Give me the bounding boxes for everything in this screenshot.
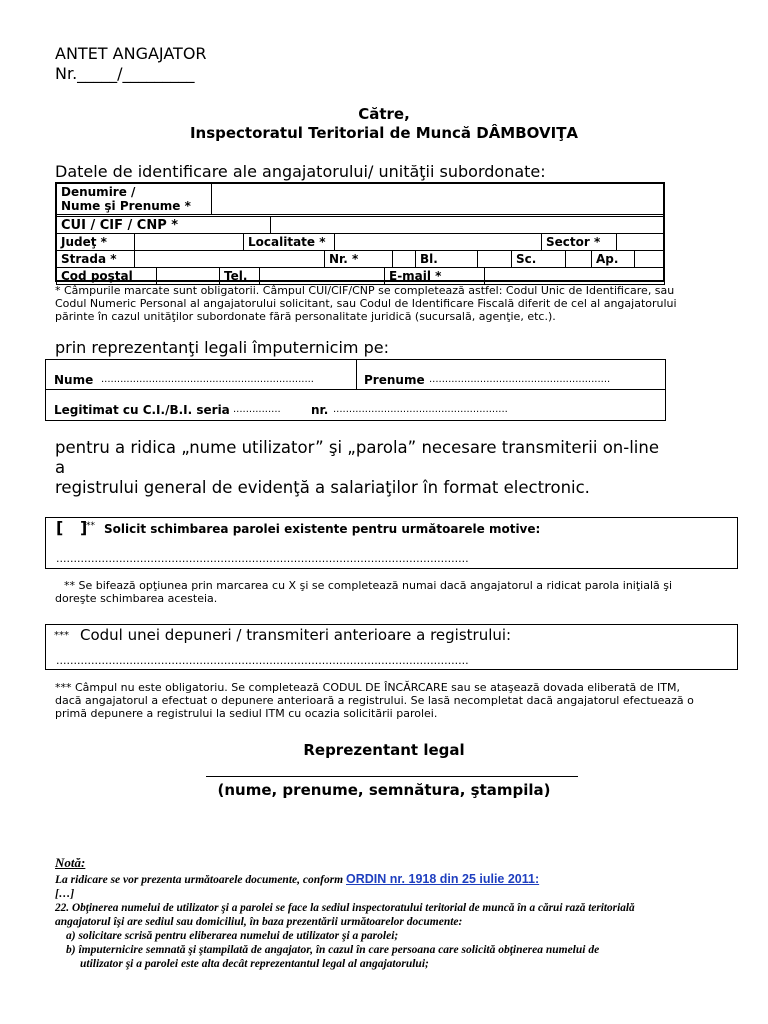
tel-field[interactable] (260, 268, 385, 285)
recipient-institution: Inspectoratul Teritorial de Muncă DÂMBOVIŢA (189, 124, 579, 142)
password-change-box (45, 517, 738, 569)
sector-field[interactable] (617, 234, 665, 251)
strada-label: Strada * (57, 251, 135, 268)
name-label-line1: Denumire / (61, 185, 136, 199)
sector-label: Sector * (542, 234, 617, 251)
prior-submission-dots[interactable]: ...................................................................................................................... (56, 654, 469, 667)
prior-submission-marker: *** (54, 630, 69, 641)
bl-field[interactable] (478, 251, 512, 268)
ap-label: Ap. (592, 251, 635, 268)
nota-p22-line-2: angajatorul îşi are sediul sau domiciliul, în baza prezentării următoarelor documente: (55, 916, 463, 928)
strada-field[interactable] (135, 251, 325, 268)
cod-postal-label: Cod poştal (57, 268, 157, 285)
employer-section-title: Datele de identificare ale angajatorului/ unităţii subordonate: (55, 162, 546, 181)
nota-intro-line (55, 873, 539, 887)
nota-p22-line-1: 22. Obţinerea numelui de utilizator şi a parolei se face la sediul inspectoratului teritorial de muncă în a cărui rază teritorială (55, 902, 635, 914)
representative-divider (356, 360, 357, 389)
ap-field[interactable] (635, 251, 665, 268)
legitimat-label: Legitimat cu C.I./B.I. seria (54, 403, 230, 417)
id-nr-dots[interactable]: ....................................................... (333, 404, 508, 415)
prior-submission-label: Codul unei depuneri / transmiteri anterioare a registrului: (80, 626, 512, 644)
sc-field[interactable] (566, 251, 592, 268)
prenume-label: Prenume (364, 373, 425, 387)
recipient-to: Către, (358, 105, 410, 123)
ordin-link[interactable]: ORDIN nr. 1918 din 25 iulie 2011: (346, 872, 540, 886)
bl-label: Bl. (416, 251, 478, 268)
employer-footnote-3: părinte în cazul unităţilor subordonate fără personalitate juridică (sucursală, agenţie, etc.). (55, 310, 556, 323)
password-change-checkbox[interactable]: [ ] (56, 518, 88, 537)
sc-label: Sc. (512, 251, 566, 268)
cui-field[interactable] (271, 217, 665, 234)
purpose-line-1: pentru a ridica „nume utilizator” şi „parola” necesare transmiterii on-line (55, 438, 659, 457)
localitate-label: Localitate * (244, 234, 335, 251)
prior-submission-box (45, 624, 738, 670)
tel-label: Tel. (220, 268, 260, 285)
nota-title: Notă: (55, 855, 86, 870)
prenume-dots[interactable]: ......................................................... (429, 374, 611, 385)
cui-label: CUI / CIF / CNP * (57, 217, 271, 234)
id-nr-label: nr. (311, 403, 329, 417)
registration-number[interactable]: Nr._____/_________ (55, 64, 195, 83)
password-change-note-1: ** Se bifează opţiunea prin marcarea cu X şi se completează numai dacă angajatorul a ridicat parola iniţială şi (64, 579, 673, 592)
cod-postal-field[interactable] (157, 268, 220, 285)
localitate-field[interactable] (335, 234, 542, 251)
name-field[interactable] (212, 184, 665, 215)
purpose-line-2: a (55, 458, 66, 477)
nr-field[interactable] (393, 251, 416, 268)
representative-section-title: prin reprezentanţi legali împuternicim pe: (55, 338, 389, 357)
representative-box (45, 359, 666, 421)
nume-label: Nume (54, 373, 94, 387)
employer-footnote-1: * Câmpurile marcate sunt obligatorii. Câmpul CUI/CIF/CNP se completează astfel: Codul Unic de Identificare, sau (55, 284, 675, 297)
representative-row-divider (46, 389, 665, 390)
nota-ellipsis: […] (55, 888, 75, 900)
judet-field[interactable] (135, 234, 244, 251)
nume-dots[interactable]: ................................................................... (101, 374, 314, 385)
employer-footnote-2: Codul Numeric Personal al angajatorului solicitant, sau Codul de Identificare Fiscală diferit de cel al angajatorului (55, 297, 677, 310)
nota-item-b-line-2: utilizator şi a parolei este alta decât reprezentantul legal al angajatorului; (80, 958, 429, 970)
signature-title: Reprezentant legal (303, 741, 465, 759)
prior-submission-note-3: primă depunere a registrului la sediul ITM cu ocazia solicitării parolei. (55, 707, 438, 720)
password-change-label: Solicit schimbarea parolei existente pentru următoarele motive: (104, 522, 541, 536)
email-label: E-mail * (385, 268, 485, 285)
name-label-line2: Nume şi Prenume * (61, 199, 191, 213)
signature-line[interactable] (206, 776, 578, 777)
seria-dots[interactable]: ............... (233, 404, 281, 415)
nota-item-a: a) solicitare scrisă pentru eliberarea numelui de utilizator şi a parolei; (66, 930, 399, 942)
purpose-line-3: registrului general de evidenţă a salariaţilor în format electronic. (55, 478, 590, 497)
nr-label: Nr. * (325, 251, 393, 268)
password-change-dots[interactable]: ...................................................................................................................... (56, 552, 469, 565)
nota-intro: La ridicare se vor prezenta următoarele documente, conform (55, 874, 344, 886)
signature-caption: (nume, prenume, semnătura, ştampila) (217, 781, 551, 799)
email-field[interactable] (485, 268, 665, 285)
name-label-cell (57, 184, 212, 215)
nota-item-b-line-1: b) împuternicire semnată şi ştampilată de angajator, în cazul în care persoana care solicită obţinerea numelui de (66, 944, 600, 956)
employer-header: ANTET ANGAJATOR (55, 44, 207, 63)
judet-label: Judeţ * (57, 234, 135, 251)
employer-data-table (55, 182, 665, 282)
password-change-marker: ** (86, 521, 95, 531)
prior-submission-note-1: *** Câmpul nu este obligatoriu. Se completează CODUL DE ÎNCĂRCARE sau se ataşează dovada eliberată de ITM, (55, 681, 680, 694)
password-change-note-2: doreşte schimbarea acesteia. (55, 592, 218, 605)
prior-submission-note-2: dacă angajatorul a efectuat o depunere anterioară a registrului. Se lasă necompletat dacă angajatorul efectuează o (55, 694, 694, 707)
